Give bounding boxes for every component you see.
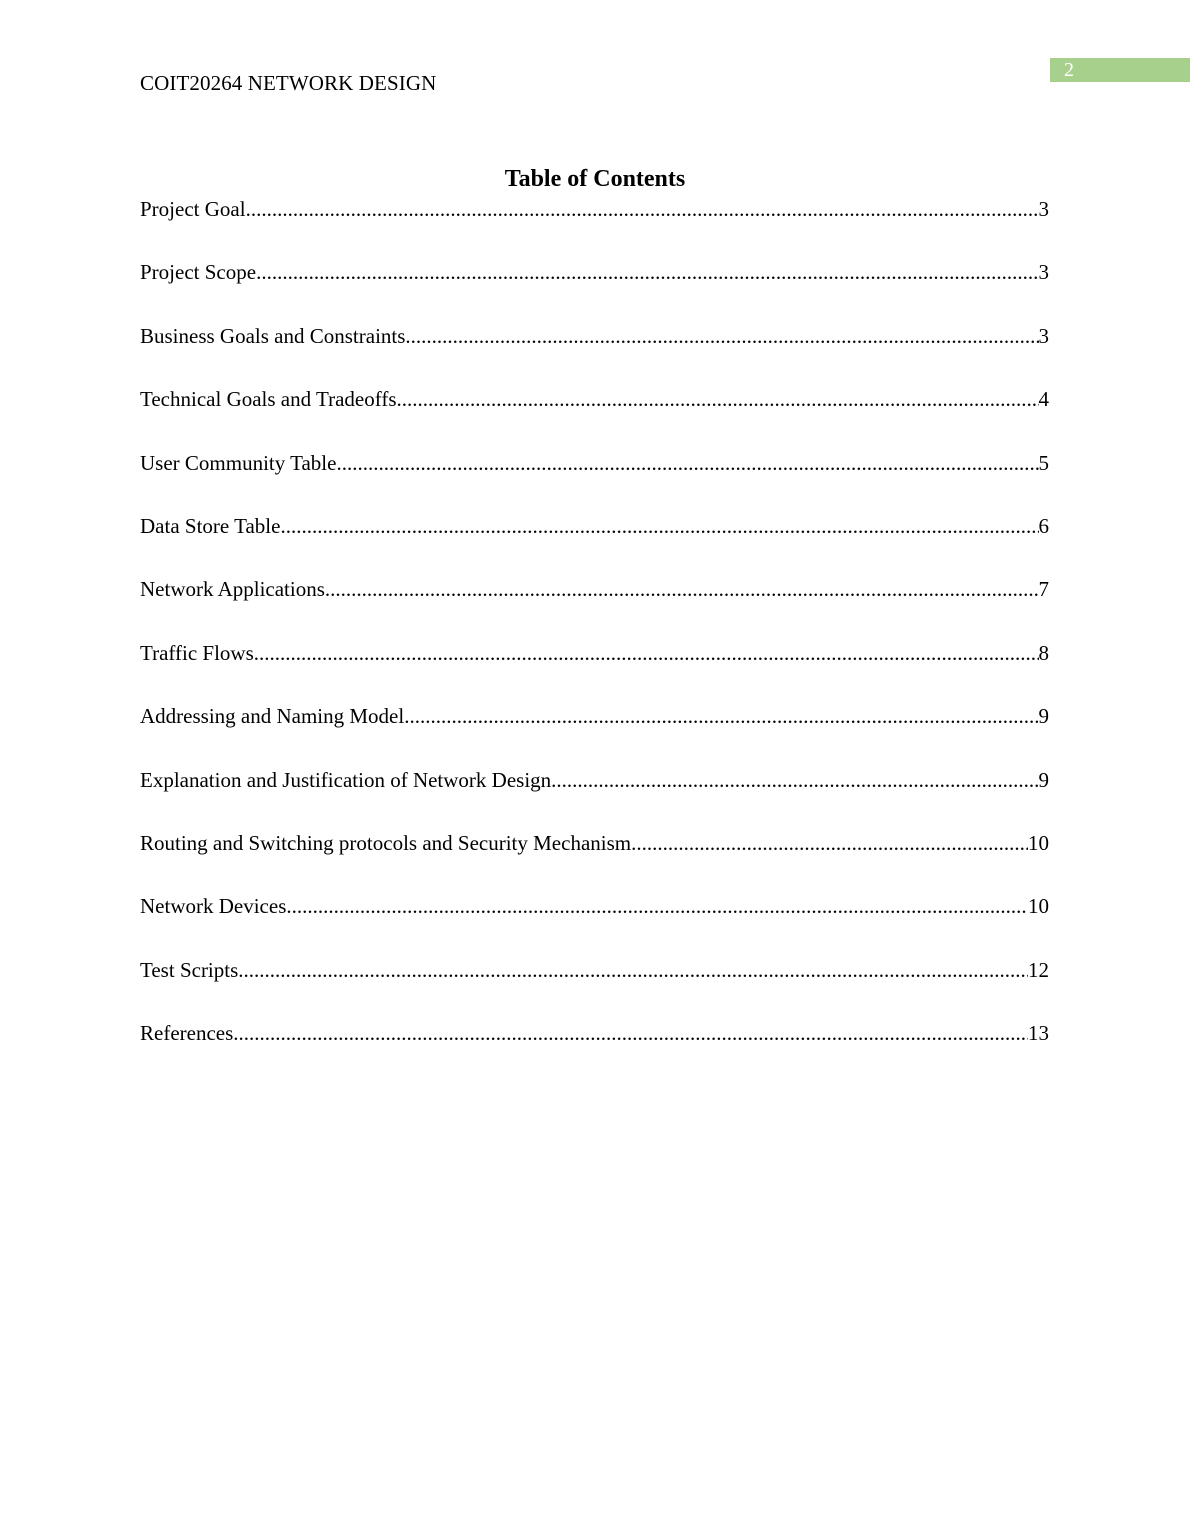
toc-dot-leader (246, 195, 1039, 223)
toc-entry-test-scripts[interactable] (140, 956, 1049, 1019)
toc-entry-title: Technical Goals and Tradeoffs (140, 387, 397, 412)
toc-entry-page: 10 (1028, 894, 1049, 919)
toc-entry-business-goals[interactable] (140, 322, 1049, 385)
toc-dot-leader (254, 639, 1039, 667)
toc-entry-page: 13 (1028, 1021, 1049, 1046)
toc-dot-leader (551, 766, 1038, 794)
toc-entry-project-scope[interactable] (140, 258, 1049, 321)
toc-entry-page: 5 (1038, 450, 1049, 475)
toc-entry-technical-goals[interactable] (140, 385, 1049, 448)
toc-entry-title: Data Store Table (140, 513, 281, 538)
toc-entry-title: Network Devices (140, 894, 287, 919)
toc-entry-network-applications[interactable] (140, 575, 1049, 638)
toc-entry-project-goal[interactable] (140, 195, 1049, 258)
toc-entry-user-community-table[interactable] (140, 449, 1049, 512)
toc-entry-title: Addressing and Naming Model (140, 704, 405, 729)
table-of-contents (140, 195, 1049, 1082)
toc-entry-page: 7 (1038, 577, 1049, 602)
toc-entry-title: Project Goal (140, 197, 246, 221)
toc-dot-leader (325, 575, 1039, 603)
toc-dot-leader (404, 702, 1038, 730)
toc-entry-title: User Community Table (140, 450, 337, 475)
toc-dot-leader (336, 449, 1038, 477)
toc-heading: Table of Contents (504, 166, 686, 192)
toc-entry-page: 3 (1038, 323, 1049, 348)
toc-entry-page: 8 (1038, 640, 1049, 665)
toc-entry-references[interactable] (140, 1019, 1049, 1082)
toc-dot-leader (397, 385, 1039, 413)
toc-entry-page: 9 (1038, 704, 1049, 729)
toc-entry-network-design-justification[interactable] (140, 766, 1049, 829)
toc-entry-traffic-flows[interactable] (140, 639, 1049, 702)
toc-dot-leader (238, 956, 1028, 984)
toc-entry-title: Routing and Switching protocols and Security Mechanism (140, 830, 632, 855)
toc-entry-page: 4 (1038, 387, 1049, 412)
page-number-tab (1050, 58, 1190, 82)
toc-dot-leader (631, 829, 1028, 857)
toc-entry-page: 12 (1028, 957, 1049, 982)
toc-dot-leader (256, 258, 1038, 286)
page-number: 2 (1064, 59, 1074, 81)
toc-entry-data-store-table[interactable] (140, 512, 1049, 575)
running-head: COIT20264 NETWORK DESIGN (140, 71, 437, 95)
toc-entry-page: 10 (1028, 830, 1049, 855)
toc-entry-title: Explanation and Justification of Network Design (140, 767, 552, 792)
toc-entry-title: Business Goals and Constraints (140, 323, 406, 348)
toc-dot-leader (233, 1019, 1028, 1047)
toc-entry-page: 6 (1038, 513, 1049, 538)
toc-dot-leader (286, 892, 1028, 920)
toc-entry-title: Traffic Flows (140, 640, 254, 665)
toc-entry-addressing-naming[interactable] (140, 702, 1049, 765)
toc-dot-leader (280, 512, 1038, 540)
toc-dot-leader (405, 322, 1038, 350)
toc-entry-title: Test Scripts (140, 957, 239, 982)
toc-entry-title: Network Applications (140, 577, 325, 602)
toc-entry-page: 9 (1038, 767, 1049, 792)
toc-entry-page: 3 (1038, 260, 1049, 285)
toc-entry-title: References (140, 1021, 234, 1046)
toc-entry-page: 3 (1038, 197, 1049, 221)
toc-entry-network-devices[interactable] (140, 892, 1049, 955)
toc-entry-routing-switching[interactable] (140, 829, 1049, 892)
toc-entry-title: Project Scope (140, 260, 257, 285)
